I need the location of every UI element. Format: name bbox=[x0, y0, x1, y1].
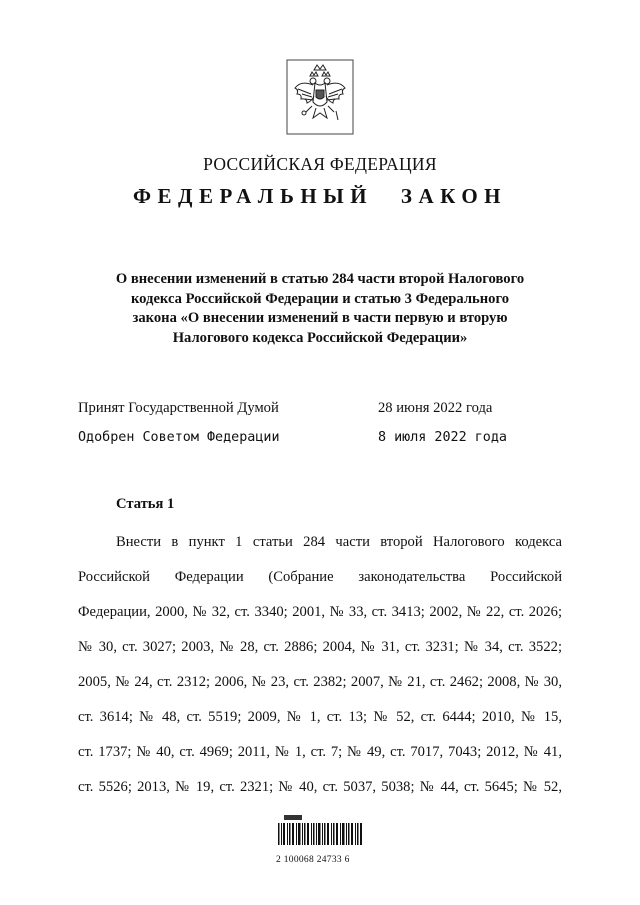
council-approval-date: 8 июля 2022 года bbox=[378, 430, 507, 445]
article-text-line: № 30, ст. 3027; 2003, № 28, ст. 2886; 2004, № 31, ст. 3231; № 34, ст. 3522; bbox=[78, 639, 562, 655]
article-text-line: Российской Федерации (Собрание законодательства Российской bbox=[78, 569, 562, 585]
duma-adoption-date: 28 июня 2022 года bbox=[378, 400, 493, 416]
article-text-line: Внести в пункт 1 статьи 284 части второй Налогового кодекса bbox=[116, 534, 562, 550]
duma-adoption-label: Принят Государственной Думой bbox=[78, 400, 279, 416]
council-approval-label: Одобрен Советом Федерации bbox=[78, 430, 280, 445]
title-line: Налогового кодекса Российской Федерации» bbox=[172, 329, 468, 346]
country-name: РОССИЙСКАЯ ФЕДЕРАЦИЯ bbox=[203, 154, 437, 174]
article-text-line: ст. 1737; № 40, ст. 4969; 2011, № 1, ст. 7; № 49, ст. 7017, 7043; 2012, № 41, bbox=[78, 744, 562, 760]
title-line: кодекса Российской Федерации и статью 3 Федерального bbox=[130, 290, 510, 307]
coat-of-arms-icon bbox=[283, 56, 357, 138]
title-line: закона «О внесении изменений в части первую и вторую bbox=[132, 310, 508, 326]
barcode bbox=[278, 815, 364, 845]
barcode-number: 2 100068 24733 6 bbox=[276, 855, 350, 865]
article-text-line: Федерации, 2000, № 32, ст. 3340; 2001, № 33, ст. 3413; 2002, № 22, ст. 2026; bbox=[78, 604, 562, 620]
document-type: ФЕДЕРАЛЬНЫЙ ЗАКОН bbox=[133, 184, 507, 208]
article-heading: Статья 1 bbox=[116, 496, 175, 512]
article-text-line: 2005, № 24, ст. 2312; 2006, № 23, ст. 2382; 2007, № 21, ст. 2462; 2008, № 30, bbox=[78, 674, 562, 690]
article-text-line: ст. 5526; 2013, № 19, ст. 2321; № 40, ст. 5037, 5038; № 44, ст. 5645; № 52, bbox=[78, 779, 562, 795]
title-line: О внесении изменений в статью 284 части второй Налогового bbox=[115, 271, 525, 287]
article-text-line: ст. 3614; № 48, ст. 5519; 2009, № 1, ст. 13; № 52, ст. 6444; 2010, № 15, bbox=[78, 709, 562, 725]
law-title bbox=[100, 270, 540, 348]
